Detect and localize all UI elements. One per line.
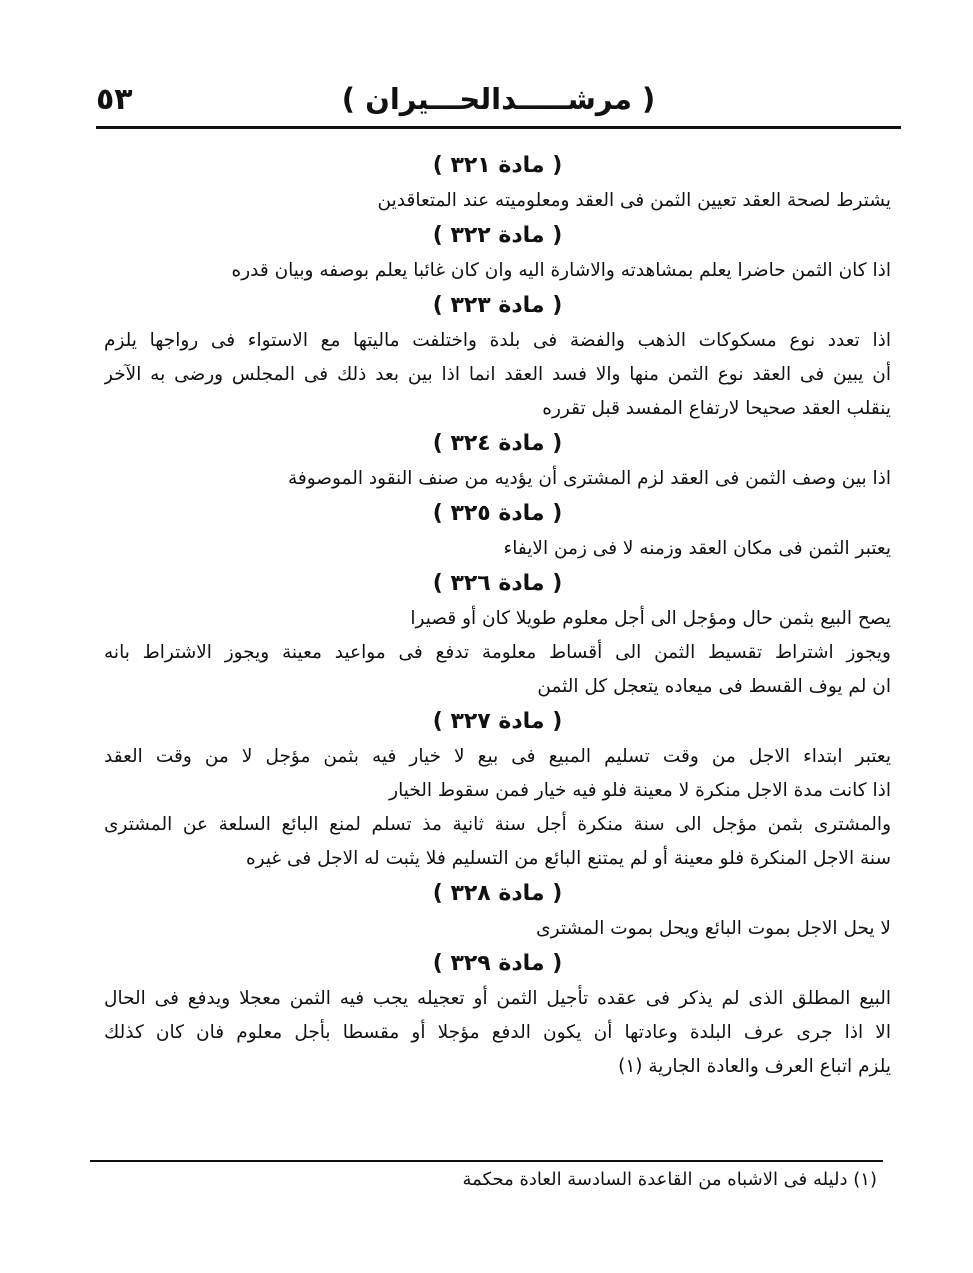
article-322 [104, 218, 891, 288]
article-text-line: البيع المطلق الذى لم يذكر فى عقده تأجيل الثمن أو تعجيله يجب فيه الثمن معجلا ويدفع فى الحال [104, 988, 891, 1009]
running-title: ( مرشـــــدالحـــيران ) [341, 82, 656, 116]
article-text-line: لا يحل الاجل بموت البائع ويحل بموت المشترى [536, 918, 891, 939]
article-text-line: اذا بين وصف الثمن فى العقد لزم المشترى أن يؤديه من صنف النقود الموصوفة [287, 468, 891, 489]
article-text-line: يعتبر الثمن فى مكان العقد وزمنه لا فى زمن الايفاء [503, 538, 891, 559]
article-329 [104, 946, 891, 1084]
article-326 [104, 566, 891, 704]
page-number: ٥٣ [96, 82, 133, 117]
article-text-line: ينقلب العقد صحيحا لارتفاع المفسد قبل تقرره [542, 398, 891, 419]
articles-body [104, 148, 891, 1084]
article-text-line: يشترط لصحة العقد تعيين الثمن فى العقد ومعلوميته عند المتعاقدين [377, 190, 891, 211]
article-text-line: ان لم يوف القسط فى ميعاده يتعجل كل الثمن [537, 676, 891, 697]
article-text-line: ويجوز اشتراط تقسيط الثمن الى أقساط معلومة تدفع فى مواعيد معينة ويجوز الاشتراط بانه [104, 642, 891, 663]
article-heading: ( مادة ٣٢٣ ) [432, 293, 563, 318]
article-text-line: اذا كانت مدة الاجل منكرة لا معينة فلو فيه خيار فمن سقوط الخيار [389, 780, 891, 801]
article-heading: ( مادة ٣٢٧ ) [432, 709, 563, 734]
article-heading: ( مادة ٣٢٩ ) [432, 951, 563, 976]
article-325 [104, 496, 891, 566]
article-heading: ( مادة ٣٢٥ ) [432, 501, 563, 526]
article-text-line: أن يبين فى العقد نوع الثمن منها والا فسد العقد انما اذا بين بعد ذلك فى المجلس ورضى به الآخر [104, 364, 891, 385]
article-321 [104, 148, 891, 218]
article-heading: ( مادة ٣٢١ ) [432, 153, 563, 178]
footnote: (١) دليله فى الاشباه من القاعدة السادسة العادة محكمة [462, 1169, 877, 1190]
article-324 [104, 426, 891, 496]
page-header [96, 78, 901, 124]
article-text-line: يصح البيع بثمن حال ومؤجل الى أجل معلوم طويلا كان أو قصيرا [410, 608, 891, 629]
article-text-line: اذا كان الثمن حاضرا يعلم بمشاهدته والاشارة اليه وان كان غائبا يعلم بوصفه وبيان قدره [231, 260, 891, 281]
article-text-line: يعتبر ابتداء الاجل من وقت تسليم المبيع فى بيع لا خيار فيه بثمن مؤجل لا من وقت العقد [104, 746, 891, 767]
header-rule [96, 126, 901, 129]
article-heading: ( مادة ٣٢٨ ) [432, 881, 563, 906]
article-323 [104, 288, 891, 426]
article-heading: ( مادة ٣٢٦ ) [432, 571, 563, 596]
article-328 [104, 876, 891, 946]
article-text-line: سنة الاجل المنكرة فلو معينة أو لم يمتنع البائع من التسليم فلا يثبت له الاجل فى غيره [245, 848, 891, 869]
footnote-rule [90, 1160, 883, 1162]
article-heading: ( مادة ٣٢٢ ) [432, 223, 563, 248]
article-text-line: والمشترى بثمن مؤجل الى سنة منكرة أجل سنة ثانية مذ تسلم لمنع البائع السلعة عن المشترى [104, 814, 891, 835]
article-text-line: اذا تعدد نوع مسكوكات الذهب والفضة فى بلدة واختلفت ماليتها مع الاستواء فى رواجها يلزم [104, 330, 891, 351]
article-heading: ( مادة ٣٢٤ ) [432, 431, 563, 456]
article-text-line: يلزم اتباع العرف والعادة الجارية (١) [618, 1056, 891, 1077]
article-text-line: الا اذا جرى عرف البلدة وعادتها أن يكون الدفع مؤجلا أو مقسطا بأجل معلوم فان كان كذلك [104, 1022, 891, 1043]
article-327 [104, 704, 891, 876]
